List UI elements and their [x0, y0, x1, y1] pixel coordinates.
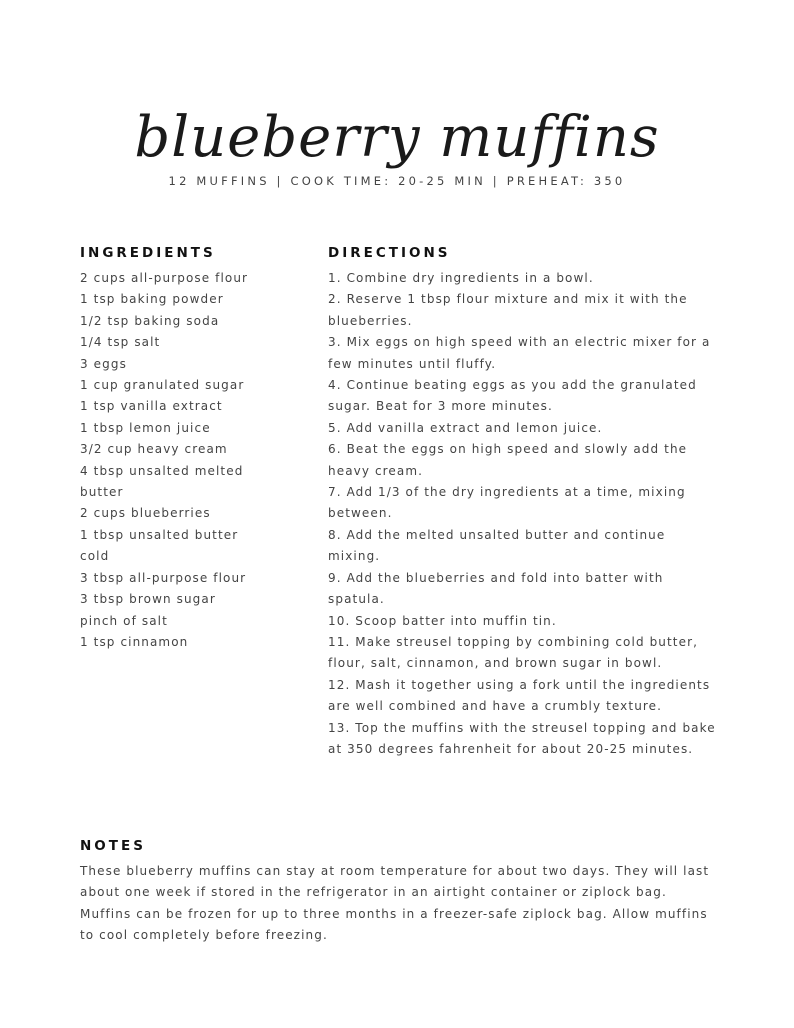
directions-heading: DIRECTIONS: [328, 245, 451, 261]
recipe-title: blueberry muffins: [134, 104, 660, 170]
direction-step: 1. Combine dry ingredients in a bowl.: [328, 271, 594, 285]
ingredient-item: 3 eggs: [80, 356, 127, 371]
directions-list: [328, 268, 720, 760]
ingredient-item: 1 tsp cinnamon: [80, 634, 189, 649]
ingredient-item: 3 tbsp brown sugar: [80, 592, 216, 607]
ingredients-list: [80, 268, 260, 653]
direction-step: 5. Add vanilla extract and lemon juice.: [328, 420, 603, 435]
direction-step: 13. Top the muffins with the streusel topping and bake at 350 degrees fahrenheit for about 20-25 minutes.: [328, 720, 716, 756]
direction-step: 2. Reserve 1 tbsp flour mixture and mix it with the blueberries.: [328, 292, 688, 328]
ingredient-item: 1 tbsp lemon juice: [80, 420, 211, 435]
direction-step: 9. Add the blueberries and fold into batter with spatula.: [328, 570, 664, 607]
direction-step: 11. Make streusel topping by combining cold butter, flour, salt, cinnamon, and brown sugar in bowl.: [328, 634, 699, 671]
ingredient-item: 1 tsp baking powder: [80, 292, 224, 307]
ingredient-item: 1 tbsp unsalted butter cold: [80, 527, 239, 564]
ingredient-item: 1/4 tsp salt: [80, 335, 161, 350]
direction-step: 6. Beat the eggs on high speed and slowly add the heavy cream.: [328, 442, 688, 478]
ingredient-item: 3/2 cup heavy cream: [80, 442, 228, 457]
notes-text: These blueberry muffins can stay at room temperature for about two days. They will last about one week if stored in the refrigerator in an airtight container or ziplock bag. Muffins can be frozen for up to three months in a freezer-safe ziplock bag. Allow muffins to cool completely before freezing.: [80, 864, 710, 943]
recipe-summary: 12 MUFFINS | COOK TIME: 20-25 MIN | PREHEAT: 350: [168, 174, 626, 188]
ingredient-item: 1 cup granulated sugar: [80, 378, 245, 393]
ingredient-item: 4 tbsp unsalted melted butter: [80, 463, 244, 500]
ingredient-item: 1 tsp vanilla extract: [80, 399, 223, 414]
notes-heading: NOTES: [80, 838, 146, 854]
direction-step: 3. Mix eggs on high speed with an electric mixer for a few minutes until fluffy.: [328, 335, 711, 371]
direction-step: 4. Continue beating eggs as you add the granulated sugar. Beat for 3 more minutes.: [328, 378, 697, 414]
ingredient-item: pinch of salt: [80, 613, 168, 628]
direction-step: 10. Scoop batter into muffin tin.: [328, 613, 557, 628]
ingredient-item: 2 cups blueberries: [80, 506, 211, 521]
ingredients-heading: INGREDIENTS: [80, 245, 216, 261]
direction-step: 7. Add 1/3 of the dry ingredients at a time, mixing between.: [328, 485, 686, 521]
ingredient-item: 3 tbsp all-purpose flour: [80, 570, 247, 585]
direction-step: 8. Add the melted unsalted butter and continue mixing.: [328, 527, 666, 564]
ingredient-item: 1/2 tsp baking soda: [80, 313, 220, 328]
direction-step: 12. Mash it together using a fork until the ingredients are well combined and have a crumbly texture.: [328, 677, 711, 714]
ingredient-item: 2 cups all-purpose flour: [80, 271, 249, 285]
